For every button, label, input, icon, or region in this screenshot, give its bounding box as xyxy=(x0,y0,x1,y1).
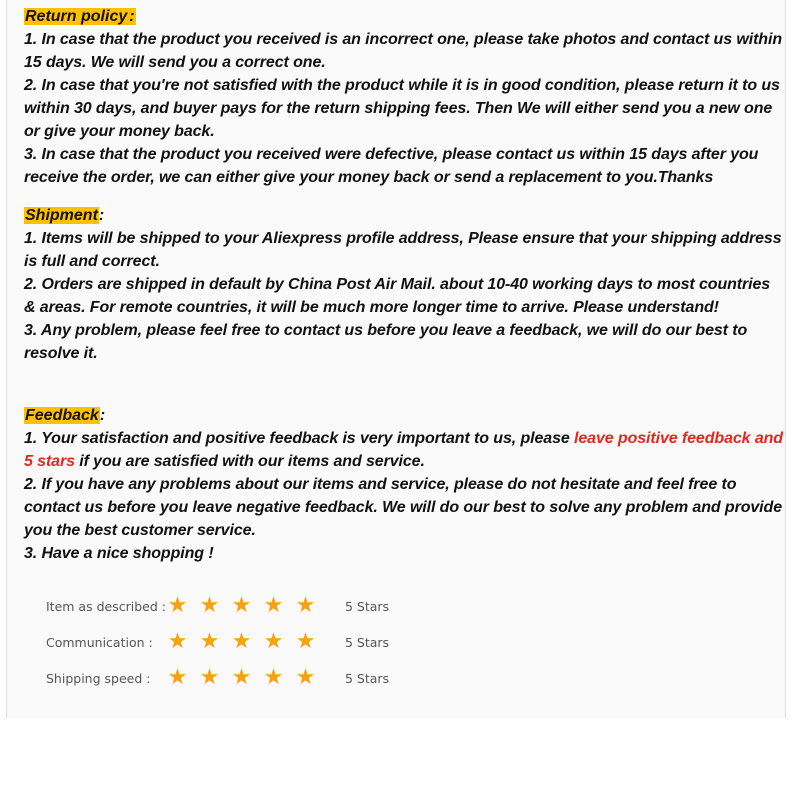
return-policy-item-3: 3. In case that the product you received were defective, please contact us within 15 days after you receive the order, we can either give your money back or send a replacement to you.Thanks xyxy=(24,146,759,186)
rating-label: Communication : xyxy=(46,634,153,650)
star-icon: ★ xyxy=(295,665,316,690)
shipment-item-1: 1. Items will be shipped to your Aliexpress profile address, Please ensure that your shipping address is full and correct. xyxy=(24,230,782,270)
return-policy-item-2: 2. In case that you're not satisfied with the product while it is in good condition, please return it to us within 30 days, and buyer pays for the return shipping fees. Then We will either send you a new one or give your money back. xyxy=(24,77,780,140)
shipment-section xyxy=(24,205,784,365)
star-icon: ★ xyxy=(295,593,316,618)
star-icon: ★ xyxy=(199,665,220,690)
rating-value: 5 Stars xyxy=(345,634,390,650)
rating-row-item-as-described xyxy=(46,588,546,624)
feedback-item-1: 1. Your satisfaction and positive feedback is very important to us, please leave positive feedback and 5 stars if you are satisfied with our items and service. xyxy=(24,430,783,470)
shipment-item-3: 3. Any problem, please feel free to contact us before you leave a feedback, we will do our best to resolve it. xyxy=(24,322,748,362)
star-icon: ★ xyxy=(167,665,188,690)
rating-label: Shipping speed : xyxy=(46,670,151,686)
feedback-item-3: 3. Have a nice shopping ! xyxy=(24,545,214,562)
shipment-heading: Shipment: xyxy=(25,207,105,224)
star-icon: ★ xyxy=(295,629,316,654)
star-icon: ★ xyxy=(167,629,188,654)
star-icon: ★ xyxy=(199,629,220,654)
rating-row-communication xyxy=(46,624,546,660)
star-icon: ★ xyxy=(231,629,252,654)
return-policy-item-1: 1. In case that the product you received is an incorrect one, please take photos and contact us within 15 days. We will send you a correct one. xyxy=(24,31,782,71)
rating-label: Item as described : xyxy=(46,598,166,614)
star-icon: ★ xyxy=(231,593,252,618)
star-icon: ★ xyxy=(199,593,220,618)
shipment-item-2: 2. Orders are shipped in default by China Post Air Mail. about 10-40 working days to most countries & areas. For remote countries, it will be much more longer time to arrive. Please understand! xyxy=(24,276,771,316)
rating-value: 5 Stars xyxy=(345,670,390,686)
positive-feedback-callout: leave positive feedback and 5 stars xyxy=(24,430,783,470)
rating-value: 5 Stars xyxy=(345,598,390,614)
seller-rating-panel xyxy=(46,588,546,696)
return-policy-section xyxy=(24,6,784,189)
star-group xyxy=(166,631,317,653)
feedback-section xyxy=(24,405,784,565)
star-group xyxy=(166,667,317,689)
rating-row-shipping-speed xyxy=(46,660,546,696)
star-icon: ★ xyxy=(263,665,284,690)
return-policy-heading: Return policy : xyxy=(25,8,135,25)
feedback-item-2: 2. If you have any problems about our items and service, please do not hesitate and feel free to contact us before you leave negative feedback. We will do our best to solve any problem and provide you the best customer service. xyxy=(24,476,782,539)
star-icon: ★ xyxy=(231,665,252,690)
star-icon: ★ xyxy=(263,629,284,654)
star-group xyxy=(166,595,317,617)
star-icon: ★ xyxy=(167,593,188,618)
feedback-heading: Feedback: xyxy=(25,407,106,424)
star-icon: ★ xyxy=(263,593,284,618)
